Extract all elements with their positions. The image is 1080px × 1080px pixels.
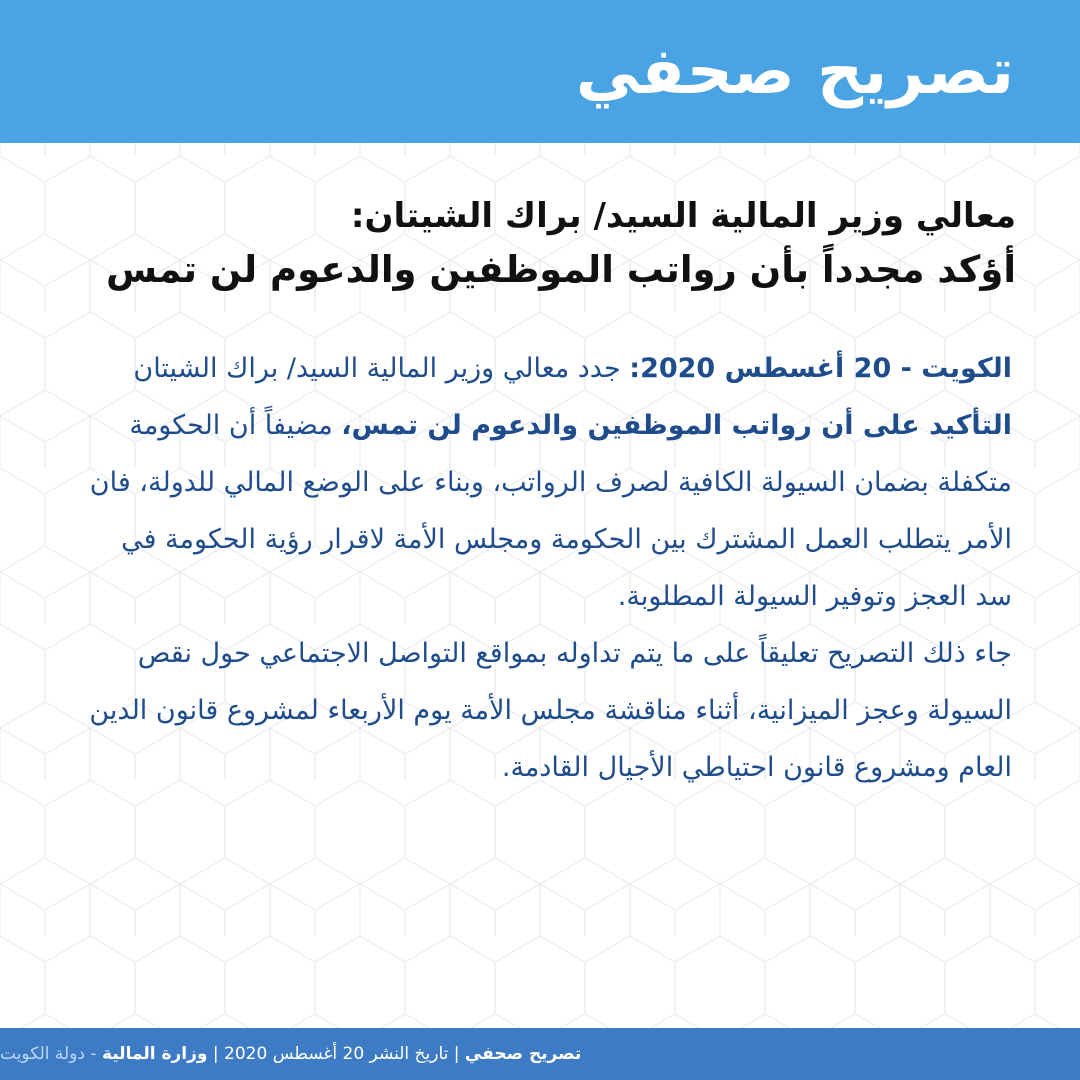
header-banner: [0, 0, 1080, 143]
header-title: تصريح صحفي: [575, 35, 1014, 109]
paragraph-1-text-b: مضيفاً أن الحكومة متكفلة بضمان السيولة الكافية لصرف الرواتب، وبناء على الوضع المالي للدولة، فان الأمر يتطلب العمل المشترك بين الحكومة ومجلس الأمة لاقرار رؤية الحكومة في سد العجز وتوفير السيولة المطلوبة.: [89, 410, 1012, 612]
paragraph-1-emphasis: التأكيد على أن رواتب الموظفين والدعوم لن تمس،: [341, 410, 1012, 441]
headline: [106, 190, 1016, 298]
paragraph-1: [82, 340, 1012, 625]
footer-ministry: وزارة المالية: [101, 1044, 208, 1064]
footer-label: تصريح صحفي: [464, 1044, 582, 1064]
footer-text: [0, 1044, 581, 1064]
paragraph-1-text-a: جدد معالي وزير المالية السيد/ براك الشيتان: [133, 353, 621, 384]
dateline: الكويت - 20 أغسطس 2020:: [629, 353, 1012, 384]
footer-separator: |: [212, 1044, 219, 1064]
headline-line1: معالي وزير المالية السيد/ براك الشيتان:: [350, 196, 1016, 236]
footer-bar: [0, 1028, 1080, 1080]
headline-line2: أؤكد مجدداً بأن رواتب الموظفين والدعوم لن تمس: [106, 248, 1016, 291]
footer-country: دولة الكويت: [0, 1044, 85, 1064]
footer-dash: -: [90, 1044, 97, 1064]
footer-publish-date: تاريخ النشر 20 أغسطس 2020: [224, 1044, 449, 1064]
footer-separator: |: [453, 1044, 460, 1064]
paragraph-2: جاء ذلك التصريح تعليقاً على ما يتم تداوله بمواقع التواصل الاجتماعي حول نقص السيولة وعجز الميزانية، أثناء مناقشة مجلس الأمة يوم الأربعاء لمشروع قانون الدين العام ومشروع قانون احتياطي الأجيال القادمة.: [89, 638, 1012, 783]
press-release-body: [82, 340, 1012, 796]
